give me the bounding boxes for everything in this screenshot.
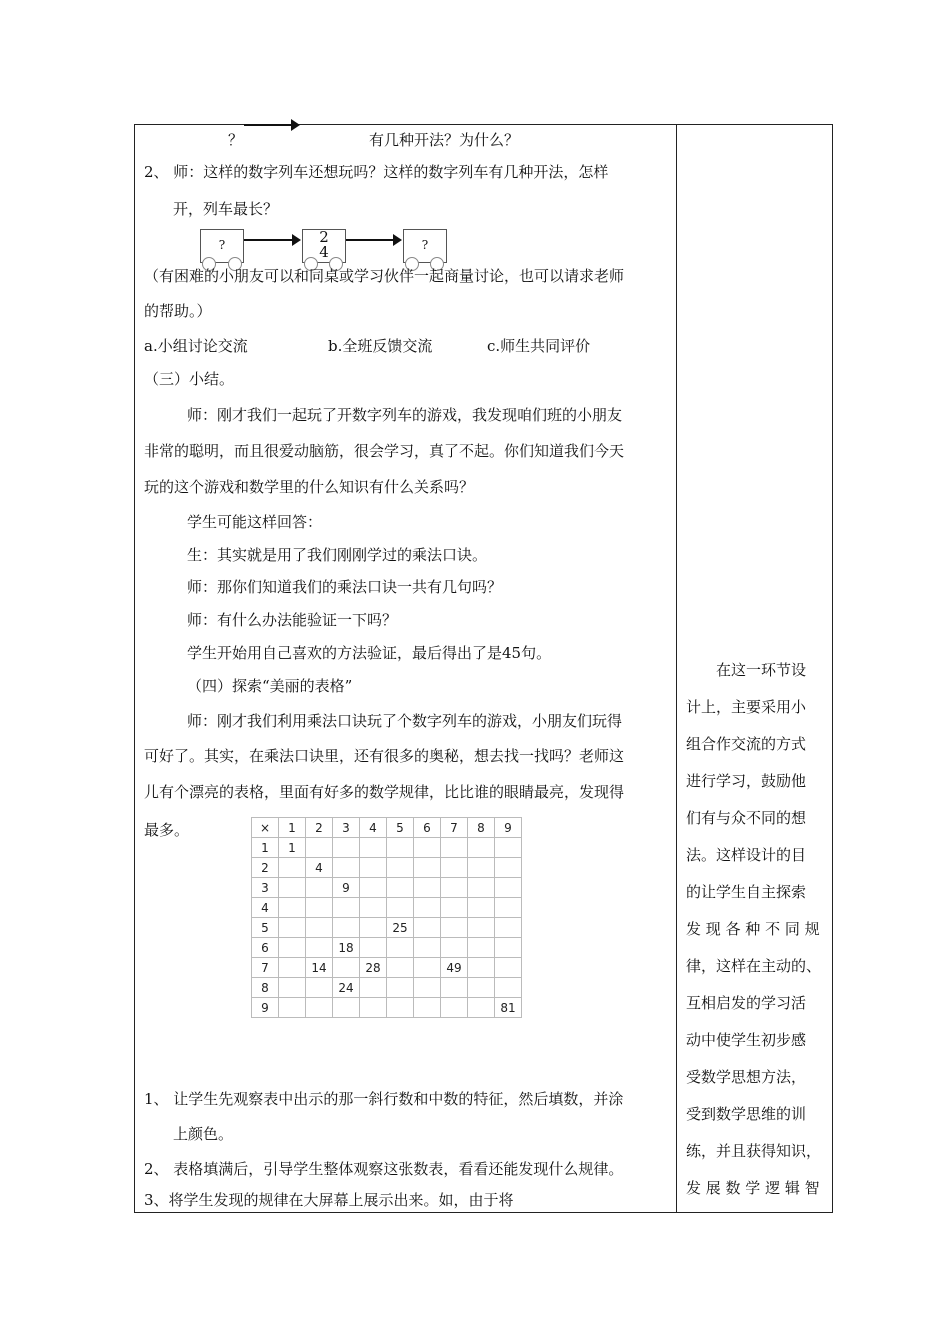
table-cell	[387, 858, 414, 878]
table-cell	[306, 918, 333, 938]
table-cell: 6	[252, 938, 279, 958]
table-cell	[468, 838, 495, 858]
table-cell	[333, 898, 360, 918]
table-cell	[468, 938, 495, 958]
table-cell	[468, 958, 495, 978]
table-cell	[414, 998, 441, 1018]
table-row	[252, 958, 522, 978]
table-cell: 4	[360, 818, 387, 838]
multiplication-table	[251, 817, 522, 1018]
table-cell	[360, 858, 387, 878]
step-c: c.师生共同评价	[487, 337, 591, 355]
table-cell	[387, 938, 414, 958]
help-line2: 的帮助。）	[144, 302, 212, 320]
table-cell	[495, 978, 522, 998]
table-cell: 14	[306, 958, 333, 978]
table-cell	[495, 938, 522, 958]
table-cell	[414, 938, 441, 958]
table-cell: 7	[441, 818, 468, 838]
table-cell	[441, 918, 468, 938]
side-note-line: 在这一环节设	[686, 661, 807, 679]
table-cell	[441, 978, 468, 998]
table-cell	[468, 918, 495, 938]
table-cell: 2	[306, 818, 333, 838]
side-note-line: 计上，主要采用小	[686, 698, 807, 716]
table-cell	[360, 978, 387, 998]
table-cell	[333, 918, 360, 938]
table-cell	[306, 998, 333, 1018]
summary-p3: 玩的这个游戏和数学里的什么知识有什么关系吗？	[144, 478, 475, 496]
table-cell	[360, 898, 387, 918]
side-note-line: 的让学生自主探索	[686, 883, 807, 901]
table-cell	[279, 918, 306, 938]
table-cell	[441, 898, 468, 918]
table-cell	[360, 918, 387, 938]
table-cell	[414, 838, 441, 858]
table-cell	[414, 878, 441, 898]
table-cell: 4	[252, 898, 279, 918]
side-note-line: 动中使学生初步感	[686, 1031, 807, 1049]
table-cell	[333, 858, 360, 878]
side-note-line: 互相启发的学习活	[686, 994, 807, 1012]
instruction-2: 2、 表格填满后，引导学生整体观察这张数表，看看还能发现什么规律。	[144, 1160, 624, 1178]
table-row	[252, 978, 522, 998]
summary-heading: （三）小结。	[144, 370, 235, 388]
q2-line1: 2、 师：这样的数字列车还想玩吗？这样的数字列车有几种开法，怎样	[144, 163, 609, 181]
wagon-3-label: ?	[421, 238, 429, 252]
table-cell	[306, 838, 333, 858]
table-cell	[333, 998, 360, 1018]
table-row	[252, 918, 522, 938]
table-row	[252, 818, 522, 838]
table-cell: 5	[252, 918, 279, 938]
table-cell: 3	[333, 818, 360, 838]
table-cell: 6	[414, 818, 441, 838]
table-cell	[495, 918, 522, 938]
table-cell	[387, 978, 414, 998]
table-cell: 49	[441, 958, 468, 978]
table-cell	[441, 858, 468, 878]
summary-s2: 生：其实就是用了我们刚刚学过的乘法口诀。	[187, 546, 488, 564]
table-cell: 1	[252, 838, 279, 858]
explore-p3: 儿有个漂亮的表格，里面有好多的数学规律，比比谁的眼睛最亮，发现得	[144, 783, 625, 801]
side-note-line: 练，并且获得知识，	[686, 1142, 822, 1160]
table-cell	[306, 938, 333, 958]
side-note-line: 法。这样设计的目	[686, 846, 807, 864]
table-cell	[468, 978, 495, 998]
step-a: a.小组讨论交流	[144, 337, 248, 355]
table-cell	[441, 838, 468, 858]
table-cell	[468, 898, 495, 918]
instruction-1a: 1、 让学生先观察表中出示的那一斜行数和中数的特征，然后填数，并涂	[144, 1090, 624, 1108]
help-line1: （有困难的小朋友可以和同桌或学习伙伴一起商量讨论，也可以请求老师	[144, 267, 625, 285]
table-cell	[414, 958, 441, 978]
table-cell	[360, 878, 387, 898]
explore-heading: （四）探索“美丽的表格”	[187, 677, 353, 695]
table-cell	[495, 838, 522, 858]
table-cell	[306, 898, 333, 918]
table-cell	[441, 998, 468, 1018]
instruction-1b: 上颜色。	[173, 1125, 234, 1143]
table-row	[252, 858, 522, 878]
table-cell	[468, 998, 495, 1018]
step-b: b.全班反馈交流	[328, 337, 433, 355]
table-cell: 5	[387, 818, 414, 838]
summary-p2: 非常的聪明，而且很爱动脑筋，很会学习，真了不起。你们知道我们今天	[144, 442, 625, 460]
table-cell	[306, 978, 333, 998]
side-note-line: 组合作交流的方式	[686, 735, 807, 753]
side-note-line: 们有与众不同的想	[686, 809, 807, 827]
explore-p2: 可好了。其实，在乘法口诀里，还有很多的奥秘，想去找一找吗？老师这	[144, 747, 625, 765]
table-cell: 25	[387, 918, 414, 938]
table-row	[252, 998, 522, 1018]
train-top-arrow	[244, 124, 298, 126]
table-cell	[495, 878, 522, 898]
table-cell	[279, 958, 306, 978]
summary-s5: 学生开始用自己喜欢的方法验证，最后得出了是45句。	[187, 644, 552, 662]
table-cell: ×	[252, 818, 279, 838]
table-cell	[468, 858, 495, 878]
side-note-line: 受到数学思维的训	[686, 1105, 807, 1123]
summary-s4: 师：有什么办法能验证一下吗？	[187, 611, 398, 629]
table-cell	[495, 958, 522, 978]
table-cell	[495, 898, 522, 918]
table-cell	[468, 878, 495, 898]
table-cell	[387, 958, 414, 978]
train-question: 有几种开法？为什么？	[369, 131, 520, 149]
summary-p1: 师：刚才我们一起玩了开数字列车的游戏，我发现咱们班的小朋友	[187, 406, 623, 424]
table-cell: 8	[468, 818, 495, 838]
table-cell	[333, 958, 360, 978]
table-cell	[279, 998, 306, 1018]
table-cell	[414, 858, 441, 878]
table-cell	[414, 898, 441, 918]
wagon-2-digit-top: 2	[319, 228, 329, 246]
table-row	[252, 838, 522, 858]
table-row	[252, 898, 522, 918]
table-cell: 9	[252, 998, 279, 1018]
side-note-line: 受数学思想方法，	[686, 1068, 807, 1086]
wagon-2-digit-bottom: 4	[319, 243, 329, 261]
table-cell	[387, 878, 414, 898]
table-cell: 7	[252, 958, 279, 978]
table-cell: 2	[252, 858, 279, 878]
table-cell: 24	[333, 978, 360, 998]
table-row	[252, 938, 522, 958]
side-note-line: 律，这样在主动的、	[686, 957, 822, 975]
wagon-1-label: ?	[218, 238, 226, 252]
table-cell	[414, 918, 441, 938]
table-cell: 4	[306, 858, 333, 878]
explore-p4: 最多。	[144, 821, 190, 839]
table-cell: 1	[279, 818, 306, 838]
side-note-line: 发 展 数 学 逻 辑 智	[686, 1179, 820, 1197]
side-note	[686, 652, 826, 1207]
table-cell	[279, 898, 306, 918]
table-cell: 8	[252, 978, 279, 998]
table-cell: 18	[333, 938, 360, 958]
train-arrow-2	[346, 239, 400, 241]
table-cell	[387, 838, 414, 858]
table-cell	[495, 858, 522, 878]
table-cell	[279, 938, 306, 958]
table-cell: 9	[333, 878, 360, 898]
table-cell	[387, 998, 414, 1018]
train-arrow-1	[244, 239, 299, 241]
table-cell	[279, 878, 306, 898]
instruction-3: 3、将学生发现的规律在大屏幕上展示出来。如，由于将	[144, 1191, 514, 1209]
explore-p1: 师：刚才我们利用乘法口诀玩了个数字列车的游戏，小朋友们玩得	[187, 712, 623, 730]
train-top-question-mark: ？	[228, 131, 244, 149]
table-cell: 81	[495, 998, 522, 1018]
table-cell	[360, 938, 387, 958]
side-note-line: 发 现 各 种 不 同 规	[686, 920, 820, 938]
table-cell	[279, 978, 306, 998]
table-cell	[387, 898, 414, 918]
summary-s3: 师：那你们知道我们的乘法口诀一共有几句吗？	[187, 578, 503, 596]
side-note-line: 进行学习，鼓励他	[686, 772, 807, 790]
table-cell: 1	[279, 838, 306, 858]
table-cell	[441, 938, 468, 958]
table-cell	[441, 878, 468, 898]
table-cell	[306, 878, 333, 898]
table-cell: 28	[360, 958, 387, 978]
table-row	[252, 878, 522, 898]
table-cell	[333, 838, 360, 858]
q2-line2: 开，列车最长？	[173, 200, 279, 218]
table-cell: 9	[495, 818, 522, 838]
table-cell	[414, 978, 441, 998]
table-cell	[360, 998, 387, 1018]
summary-s1: 学生可能这样回答：	[187, 513, 323, 531]
table-cell	[360, 838, 387, 858]
table-cell	[279, 858, 306, 878]
table-cell: 3	[252, 878, 279, 898]
column-divider	[676, 124, 677, 1213]
